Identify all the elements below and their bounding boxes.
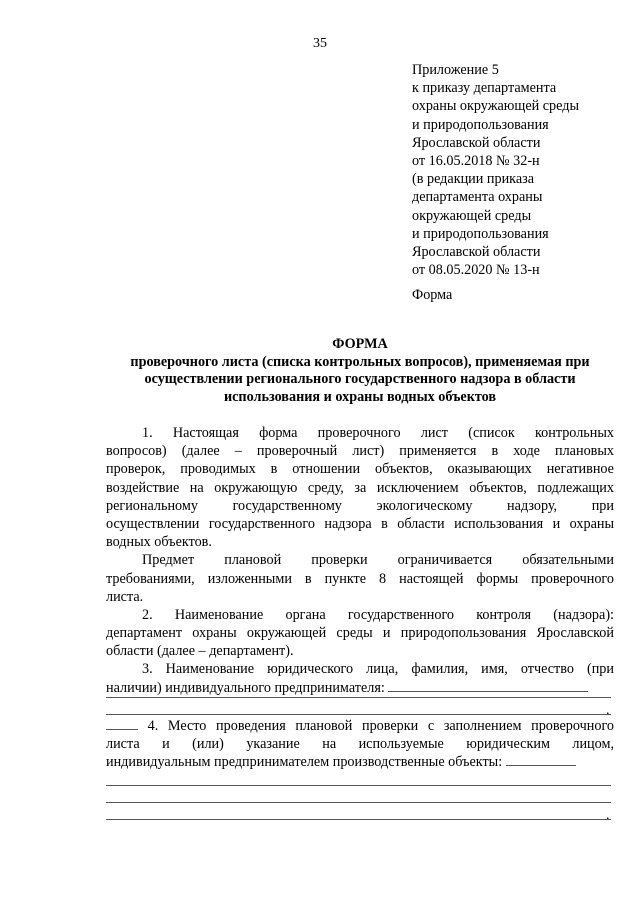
section4-text: индивидуальным предпринимателем производственные объекты: [106, 754, 503, 771]
text-line: воздействие на окружающую среду, за исключением объектов, подлежащих [106, 479, 614, 496]
appendix-block [412, 61, 632, 279]
title-subtitle-line: использования и охраны водных объектов [223, 388, 497, 405]
title-subtitle-line: осуществлении регионального государственного надзора в области [144, 371, 576, 388]
inspection-place-line[interactable] [106, 819, 611, 820]
appendix-line: окружающей среды [412, 207, 532, 224]
text-line: проверок, проводимых в отношении объектов, оказывающих негативное [106, 461, 614, 478]
inspection-place-field[interactable] [506, 753, 576, 766]
text-line: департамент охраны окружающей среды и природопользования Ярославской [106, 625, 614, 642]
section3-text: наличии) индивидуального предпринимателя: [106, 679, 385, 696]
appendix-line: Приложение 5 [412, 62, 499, 78]
text-line: вопросов) (далее – проверочный лист) применяется в ходе плановых [106, 443, 614, 460]
form-label: Форма [412, 287, 453, 303]
title-heading: ФОРМА [332, 336, 388, 352]
text-line: 1. Настоящая форма проверочного лист (список контрольных [142, 425, 614, 441]
appendix-line: и природопользования [412, 225, 549, 242]
appendix-line: от 08.05.2020 № 13-н [412, 262, 540, 279]
legal-entity-name-line[interactable] [106, 697, 611, 698]
text-line: 3. Наименование юридического лица, фамилия, имя, отчество (при [142, 661, 614, 678]
title-subtitle-line: проверочного листа (списка контрольных вопросов), применяемая при [130, 353, 590, 370]
text-line [106, 679, 614, 697]
section-1 [106, 424, 614, 697]
appendix-line: Ярославской области [412, 244, 541, 261]
document-title [106, 336, 614, 406]
text-line: осуществлении государственного надзора в области использования и охраны [106, 515, 614, 532]
text-line [106, 753, 614, 771]
appendix-line: департамента охраны [412, 189, 543, 206]
text-line: Предмет плановой проверки ограничивается обязательными [142, 552, 614, 569]
text-line: региональному государственному экологическому надзору, при [106, 497, 614, 514]
appendix-line: от 16.05.2018 № 32-н [412, 153, 540, 170]
text-line: 2. Наименование органа государственного контроля (надзора): [142, 606, 614, 623]
appendix-line: (в редакции приказа [412, 171, 535, 188]
section4-line: 4. Место проведения плановой проверки с заполнением проверочного [147, 718, 615, 734]
legal-entity-name-line[interactable] [106, 714, 611, 715]
text-line: листа. [106, 588, 144, 605]
legal-entity-name-field[interactable] [388, 679, 588, 692]
appendix-line: и природопользования [412, 116, 549, 133]
text-line [106, 717, 614, 735]
text-line: требованиями, изложенными в пункте 8 настоящей формы проверочного [106, 570, 614, 587]
section-4 [106, 717, 614, 772]
text-line: водных объектов. [106, 534, 212, 551]
appendix-line: Ярославской области [412, 134, 541, 151]
inspection-place-line[interactable] [106, 785, 611, 786]
appendix-line: охраны окружающей среды [412, 98, 580, 115]
inspection-place-lead-blank[interactable] [106, 717, 138, 730]
text-line: области (далее – департамент). [106, 643, 294, 660]
inspection-place-line[interactable] [106, 802, 611, 803]
appendix-line: к приказу департамента [412, 80, 557, 97]
line-end-period: . [606, 808, 610, 823]
text-line: листа и (или) указание на используемые юридическим лицом, [106, 736, 614, 753]
line-end-period: . [606, 703, 610, 718]
page-number: 35 [313, 36, 327, 51]
